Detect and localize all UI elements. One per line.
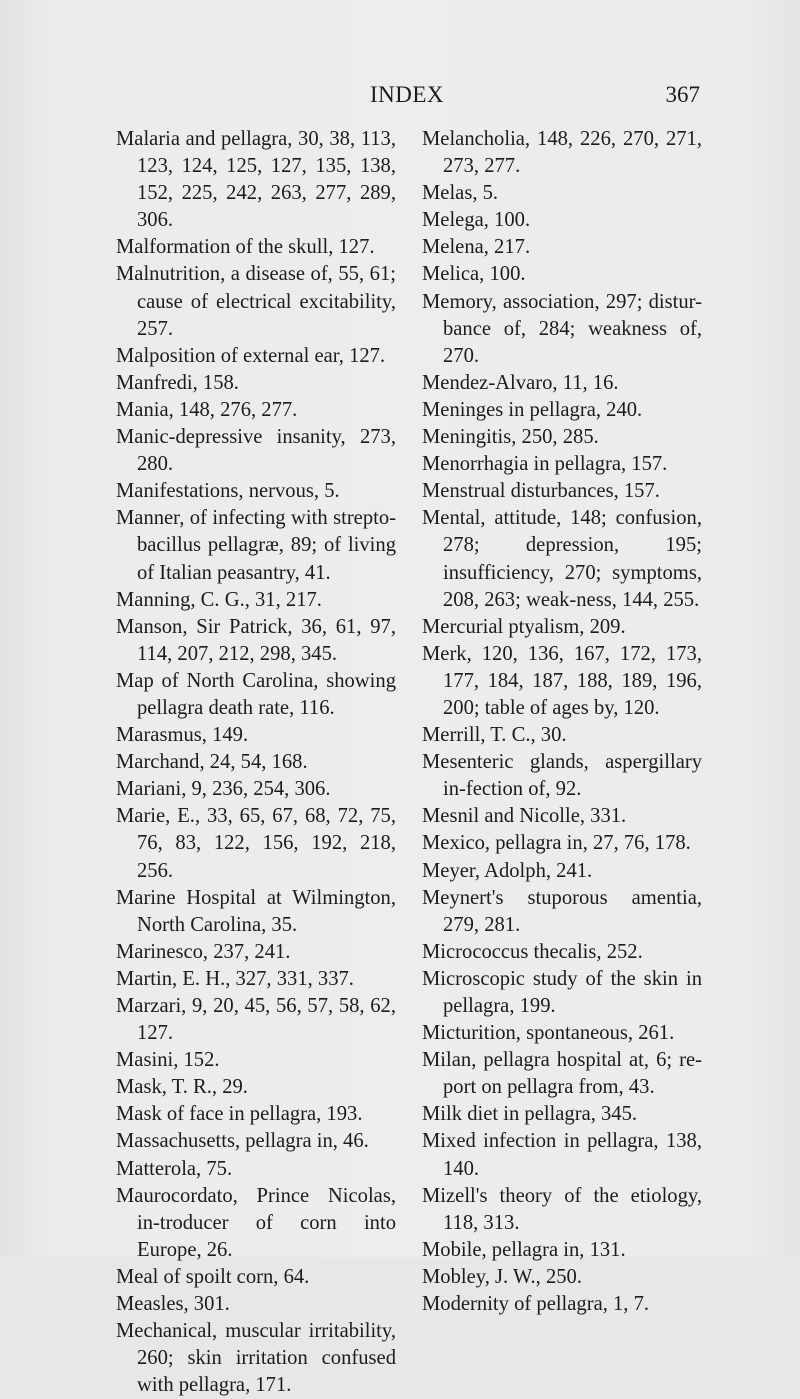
index-column-left <box>116 126 396 1399</box>
index-entry: Micturition, spontaneous, 261. <box>422 1022 675 1045</box>
index-entry: Meninges in pellagra, 240. <box>422 398 643 421</box>
index-entry: Manning, C. G., 31, 217. <box>116 588 322 611</box>
index-entry: Mexico, pellagra in, 27, 76, 178. <box>422 832 691 855</box>
index-entry: Mercurial ptyalism, 209. <box>422 615 626 638</box>
index-entry: Malaria and pellagra, 30, 38, 113, 123, 124, 125, 127, 135, 138, 152, 225, 242, 263, 277, 289, 306. <box>116 128 396 232</box>
index-entry: Marasmus, 149. <box>116 724 249 747</box>
index-entry: Menorrhagia in pellagra, 157. <box>422 453 668 476</box>
index-entry: Melica, 100. <box>422 263 526 286</box>
index-entry: Malformation of the skull, 127. <box>116 236 375 259</box>
index-entry: Melancholia, 148, 226, 270, 271, 273, 277. <box>422 128 702 178</box>
index-entry: Modernity of pellagra, 1, 7. <box>422 1293 650 1316</box>
index-entry: Memory, association, 297; distur-bance of, 284; weakness of, 270. <box>422 290 702 367</box>
index-entry: Meynert's stuporous amentia, 279, 281. <box>422 886 702 936</box>
index-entry: Mizell's theory of the etiology, 118, 313. <box>422 1184 702 1234</box>
index-entry: Measles, 301. <box>116 1293 230 1316</box>
index-entry: Mask, T. R., 29. <box>116 1076 248 1099</box>
index-entry: Mobley, J. W., 250. <box>422 1265 582 1288</box>
index-entry: Micrococcus thecalis, 252. <box>422 940 643 963</box>
index-entry: Manic-depressive insanity, 273, 280. <box>116 426 396 476</box>
index-entry: Marchand, 24, 54, 168. <box>116 751 308 774</box>
index-entry: Mechanical, muscular irritability, 260; skin irritation confused with pellagra, 171. <box>116 1320 396 1397</box>
index-entry: Manner, of infecting with strepto-bacillus pellagræ, 89; of living of Italian peasantry, 41. <box>116 507 396 584</box>
index-entry: Melega, 100. <box>422 209 531 232</box>
index-entry: Manson, Sir Patrick, 36, 61, 97, 114, 207, 212, 298, 345. <box>116 615 396 665</box>
index-entry: Manifestations, nervous, 5. <box>116 480 340 503</box>
index-entry: Matterola, 75. <box>116 1157 233 1180</box>
index-entry: Merk, 120, 136, 167, 172, 173, 177, 184, 187, 188, 189, 196, 200; table of ages by, 120. <box>422 642 702 719</box>
index-entry: Mixed infection in pellagra, 138, 140. <box>422 1130 702 1180</box>
index-entry: Massachusetts, pellagra in, 46. <box>116 1130 369 1153</box>
index-entry: Manfredi, 158. <box>116 371 239 394</box>
index-entry: Mobile, pellagra in, 131. <box>422 1238 626 1261</box>
index-entry: Marzari, 9, 20, 45, 56, 57, 58, 62, 127. <box>116 995 396 1045</box>
index-entry: Melena, 217. <box>422 236 531 259</box>
index-entry: Milan, pellagra hospital at, 6; re-port on pellagra from, 43. <box>422 1049 702 1099</box>
index-entry: Marinesco, 237, 241. <box>116 940 291 963</box>
index-entry: Menstrual disturbances, 157. <box>422 480 660 503</box>
page-number: 367 <box>665 82 700 107</box>
page-title: INDEX <box>369 82 445 107</box>
index-entry: Mendez-Alvaro, 11, 16. <box>422 371 619 394</box>
running-head <box>114 82 700 114</box>
index-entry: Meal of spoilt corn, 64. <box>116 1265 310 1288</box>
index-entry: Martin, E. H., 327, 331, 337. <box>116 967 354 990</box>
index-entry: Marie, E., 33, 65, 67, 68, 72, 75, 76, 83, 122, 156, 192, 218, 256. <box>116 805 396 882</box>
index-entry: Microscopic study of the skin in pellagra, 199. <box>422 967 702 1017</box>
index-entry: Mesnil and Nicolle, 331. <box>422 805 627 828</box>
index-entry: Marine Hospital at Wilmington, North Carolina, 35. <box>116 886 396 936</box>
index-entry: Map of North Carolina, showing pellagra death rate, 116. <box>116 669 396 719</box>
index-entry: Meningitis, 250, 285. <box>422 426 599 449</box>
index-entry: Melas, 5. <box>422 182 499 205</box>
index-entry: Maurocordato, Prince Nicolas, in-troducer of corn into Europe, 26. <box>116 1184 396 1261</box>
index-entry: Mesenteric glands, aspergillary in-fection of, 92. <box>422 751 702 801</box>
index-entry: Masini, 152. <box>116 1049 220 1072</box>
index-entry: Mania, 148, 276, 277. <box>116 398 298 421</box>
index-entry: Malnutrition, a disease of, 55, 61; cause of electrical excitability, 257. <box>116 263 396 340</box>
index-entry: Milk diet in pellagra, 345. <box>422 1103 638 1126</box>
index-entry: Malposition of external ear, 127. <box>116 344 386 367</box>
index-column-right <box>422 126 702 1318</box>
index-entry: Mental, attitude, 148; confusion, 278; depression, 195; insufficiency, 270; symptoms, 208, 263; weak-ness, 144, 255. <box>422 507 702 611</box>
index-entry: Mariani, 9, 236, 254, 306. <box>116 778 331 801</box>
index-entry: Meyer, Adolph, 241. <box>422 859 593 882</box>
index-entry: Merrill, T. C., 30. <box>422 724 567 747</box>
index-entry: Mask of face in pellagra, 193. <box>116 1103 363 1126</box>
